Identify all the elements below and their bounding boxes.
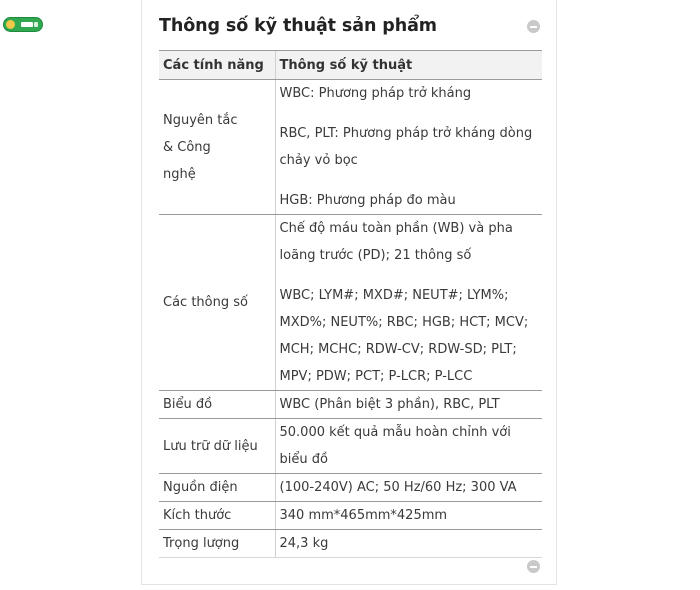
- row-feature: Trọng lượng: [159, 530, 275, 558]
- row-feature: Kích thước: [159, 502, 275, 530]
- battery-badge-icon: [3, 16, 45, 33]
- table-row: [159, 419, 542, 474]
- row-value: 24,3 kg: [275, 530, 542, 558]
- collapse-top-icon[interactable]: [527, 20, 540, 33]
- table-row: [159, 391, 542, 419]
- badge-tip: [34, 22, 38, 27]
- row-feature: Nguồn điện: [159, 474, 275, 502]
- row-value: [275, 215, 542, 391]
- collapse-bottom-icon[interactable]: [527, 560, 540, 573]
- badge-bar: [21, 22, 33, 27]
- badge-pill: [3, 17, 43, 32]
- value-line: WBC; LYM#; MXD#; NEUT#; LYM%; MXD%; NEUT%; RBC; HGB; HCT; MCV; MCH; MCHC; RDW-CV; RDW-SD; PLT; MPV; PDW; PCT; P-LCR; P-LCC: [279, 288, 529, 384]
- row-feature: Các thông số: [159, 215, 275, 391]
- table-row: [159, 215, 542, 391]
- table-row: [159, 530, 542, 558]
- row-value: [275, 80, 542, 215]
- row-feature: Nguyên tắc & Công nghệ: [159, 80, 275, 215]
- value-line: RBC, PLT: Phương pháp trở kháng dòng chảy vỏ bọc: [279, 126, 533, 168]
- table-row: [159, 502, 542, 530]
- badge-dot: [6, 20, 15, 29]
- spec-table: [159, 50, 542, 558]
- header-spec: Thông số kỹ thuật: [275, 51, 542, 80]
- value-line: HGB: Phương pháp đo màu: [279, 193, 456, 208]
- value-line: Chế độ máu toàn phần (WB) và pha loãng trước (PD); 21 thông số: [279, 221, 513, 263]
- card-header: [159, 13, 540, 43]
- value-line: WBC: Phương pháp trở kháng: [279, 86, 472, 101]
- table-row: [159, 80, 542, 215]
- header-feature: Các tính năng: [159, 51, 275, 80]
- row-value: 50.000 kết quả mẫu hoàn chỉnh với biểu đồ: [275, 419, 542, 474]
- row-value: WBC (Phân biệt 3 phần), RBC, PLT: [275, 391, 542, 419]
- table-row: [159, 474, 542, 502]
- card-title: Thông số kỹ thuật sản phẩm: [159, 16, 437, 36]
- table-header-row: [159, 51, 542, 80]
- row-value: 340 mm*465mm*425mm: [275, 502, 542, 530]
- row-feature: Biểu đồ: [159, 391, 275, 419]
- row-feature: Lưu trữ dữ liệu: [159, 419, 275, 474]
- spec-card: [141, 0, 557, 585]
- row-value: (100-240V) AC; 50 Hz/60 Hz; 300 VA: [275, 474, 542, 502]
